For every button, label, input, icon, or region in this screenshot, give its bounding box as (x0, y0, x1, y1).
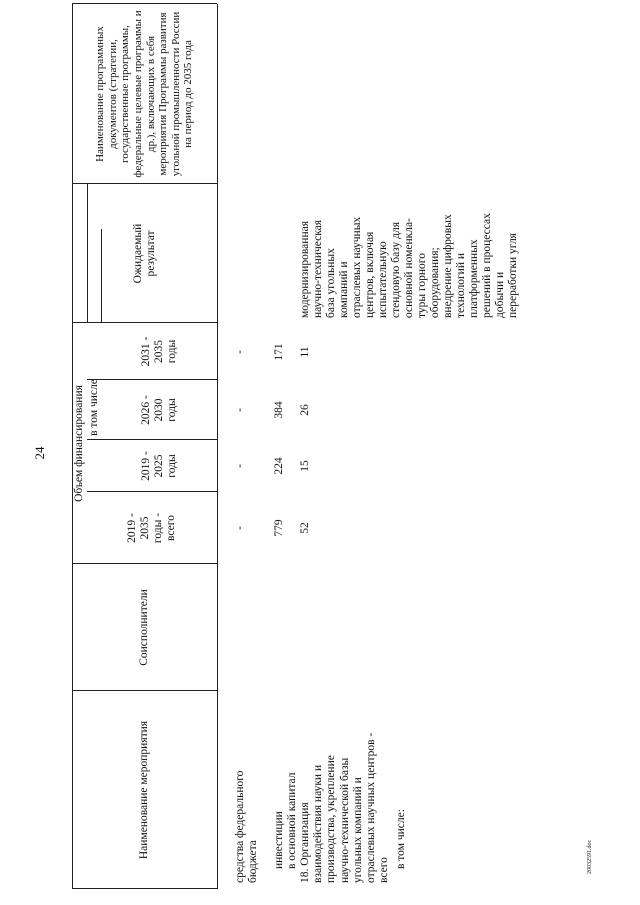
row-3-name-line: отраслевых научных центров - (365, 732, 378, 883)
row-4-name (395, 693, 408, 869)
result-line: отраслевых научных (351, 216, 363, 318)
result-line: добычи и (494, 271, 506, 318)
header-event-name: Наименование мероприятия (138, 720, 150, 860)
header-expected-result: Ожидаемый результат (131, 223, 157, 284)
result-line: испытательную (377, 241, 389, 318)
row-2-name-line: инвестиции (273, 811, 285, 869)
row-2-2031-2035: 171 (273, 343, 285, 361)
header-2019-2025: 2019 - 2025 годы (139, 451, 178, 481)
row-1-name-line: средства федерального (234, 770, 246, 883)
row-1-2019-2025: - (234, 464, 246, 468)
result-line: внедрение цифровых (442, 214, 454, 318)
row-2-name-line: в основной капитал (286, 772, 299, 869)
row-1-total: - (234, 526, 246, 530)
row-3-2019-2025: 15 (299, 460, 311, 472)
result-line: переработки угля (507, 233, 519, 318)
header-2026-2030: 2026 - 2030 годы (139, 395, 178, 425)
header-program-docs: Наименование программных документов (стратегии, государственные программы, федеральные целевые программы и др.), включающих в себя мероприятия Программы развития угольной промышленности России на период до 2035 года (94, 10, 195, 178)
row-1-2026-2030: - (234, 408, 246, 412)
row-1-name-line: бюджета (247, 840, 260, 883)
row-3-name-line: 18. Организация (299, 802, 311, 883)
row-1-2031-2035: - (234, 350, 246, 354)
row-3-expected-result (299, 183, 520, 318)
result-line: база угольных (325, 248, 337, 318)
header-total: 2019 - 2035 годы - всего (126, 512, 177, 544)
row-3-name (299, 688, 391, 883)
row-3-name-line: всего (378, 857, 391, 883)
header-funding-volume: Объем финансирования (73, 385, 85, 502)
result-line: стендовую базу для (390, 221, 402, 318)
result-line: оборудования; (429, 247, 441, 318)
result-line: научно-техническая (312, 219, 324, 318)
result-line: модернизированная (299, 221, 311, 318)
row-1-name (234, 693, 260, 883)
result-line: компаний и (338, 261, 350, 318)
result-line: платформенных (468, 239, 480, 318)
header-bottom-border (217, 4, 218, 889)
page-number: 24 (32, 446, 47, 460)
result-line: центров, включая (364, 231, 376, 318)
row-3-name-line: производства, укрепление (325, 755, 338, 883)
row-3-2031-2035: 11 (299, 346, 311, 358)
row-2-total: 779 (273, 519, 285, 537)
header-co-executors: Соисполнители (138, 589, 150, 666)
row-2-2026-2030: 384 (273, 401, 285, 419)
result-line: решений в процессах (481, 213, 493, 318)
row-2-name (273, 693, 299, 869)
result-line: туры горного (416, 253, 428, 318)
row-3-total: 52 (299, 522, 311, 534)
rotated-table-panel (72, 4, 612, 889)
result-line: основной номенкла- (403, 218, 415, 318)
result-line: технологий и (455, 252, 467, 318)
row-2-2019-2025: 224 (273, 457, 285, 475)
row-3-2026-2030: 26 (299, 404, 311, 416)
row-4-name-line: в том числе: (395, 809, 407, 869)
row-3-name-line: научно-технической базы (338, 757, 351, 883)
document-code: 20032591.doc (587, 839, 593, 874)
header-2031-2035: 2031 - 2035 годы (139, 336, 178, 367)
row-3-name-line: взаимодействия науки и (312, 764, 325, 883)
header-including: в том числе (87, 379, 100, 436)
row-3-name-line: угольных компаний и (351, 777, 364, 883)
